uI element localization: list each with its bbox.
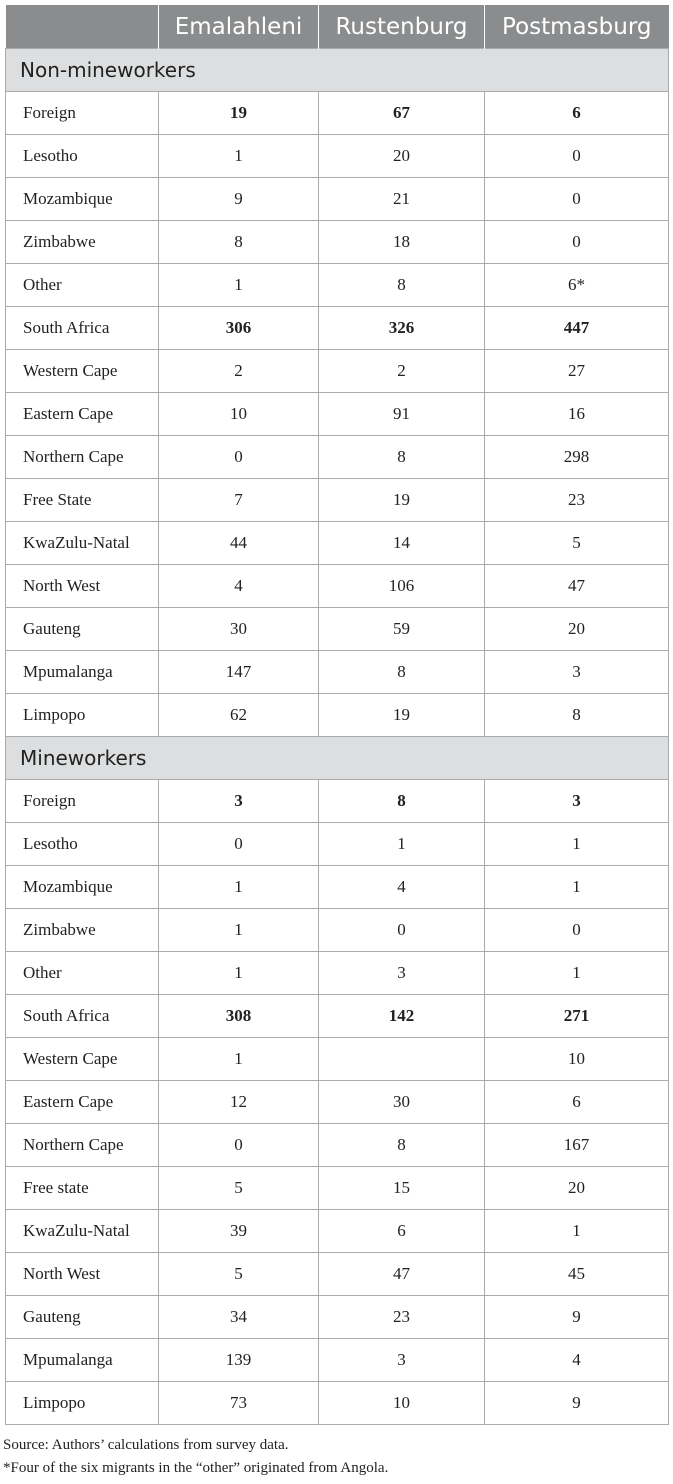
header-emalahleni: Emalahleni bbox=[159, 5, 319, 49]
row-label: KwaZulu-Natal bbox=[6, 1210, 159, 1253]
table-row bbox=[6, 866, 669, 909]
table-cell: 3 bbox=[159, 780, 319, 823]
table-cell: 45 bbox=[485, 1253, 669, 1296]
row-label: Foreign bbox=[6, 780, 159, 823]
table-cell: 139 bbox=[159, 1339, 319, 1382]
table-cell: 142 bbox=[319, 995, 485, 1038]
row-label: Other bbox=[6, 952, 159, 995]
table-cell: 8 bbox=[159, 221, 319, 264]
row-label: Eastern Cape bbox=[6, 393, 159, 436]
row-label: Limpopo bbox=[6, 1382, 159, 1425]
table-cell: 4 bbox=[485, 1339, 669, 1382]
table-row bbox=[6, 608, 669, 651]
table-cell: 6 bbox=[485, 92, 669, 135]
row-label: Western Cape bbox=[6, 350, 159, 393]
table-row bbox=[6, 522, 669, 565]
table-cell: 20 bbox=[485, 1167, 669, 1210]
row-label: Zimbabwe bbox=[6, 221, 159, 264]
table-cell: 91 bbox=[319, 393, 485, 436]
source-note: Source: Authors’ calculations from survey data. bbox=[3, 1437, 289, 1453]
table-cell: 6 bbox=[485, 1081, 669, 1124]
table-cell: 9 bbox=[485, 1382, 669, 1425]
section-title: Non-mineworkers bbox=[6, 49, 669, 92]
table-cell: 18 bbox=[319, 221, 485, 264]
table-cell: 326 bbox=[319, 307, 485, 350]
table-cell: 6 bbox=[319, 1210, 485, 1253]
table-cell: 447 bbox=[485, 307, 669, 350]
table-cell: 19 bbox=[319, 694, 485, 737]
table-cell: 23 bbox=[485, 479, 669, 522]
table-cell: 0 bbox=[159, 436, 319, 479]
row-label: Western Cape bbox=[6, 1038, 159, 1081]
table-cell: 73 bbox=[159, 1382, 319, 1425]
table-row bbox=[6, 909, 669, 952]
table-cell: 10 bbox=[485, 1038, 669, 1081]
table-row bbox=[6, 221, 669, 264]
row-label: Free State bbox=[6, 479, 159, 522]
table-cell: 34 bbox=[159, 1296, 319, 1339]
table-cell: 308 bbox=[159, 995, 319, 1038]
table-cell: 1 bbox=[159, 264, 319, 307]
row-label: Limpopo bbox=[6, 694, 159, 737]
table-cell: 1 bbox=[159, 909, 319, 952]
table-cell: 8 bbox=[319, 436, 485, 479]
table-row bbox=[6, 823, 669, 866]
migration-table bbox=[5, 5, 669, 1425]
table-cell: 47 bbox=[319, 1253, 485, 1296]
table-cell: 1 bbox=[159, 866, 319, 909]
table-cell: 59 bbox=[319, 608, 485, 651]
header-postmasburg: Postmasburg bbox=[485, 5, 669, 49]
table-cell: 306 bbox=[159, 307, 319, 350]
row-label: North West bbox=[6, 565, 159, 608]
table-cell: 19 bbox=[159, 92, 319, 135]
header-corner bbox=[6, 5, 159, 49]
table-cell: 1 bbox=[485, 952, 669, 995]
table-cell: 9 bbox=[485, 1296, 669, 1339]
table-cell: 7 bbox=[159, 479, 319, 522]
row-label: Mpumalanga bbox=[6, 1339, 159, 1382]
table-cell: 0 bbox=[485, 178, 669, 221]
row-label: Foreign bbox=[6, 92, 159, 135]
table-cell: 2 bbox=[159, 350, 319, 393]
table-body bbox=[6, 49, 669, 1425]
table-cell: 15 bbox=[319, 1167, 485, 1210]
table-cell: 4 bbox=[319, 866, 485, 909]
row-label: Gauteng bbox=[6, 608, 159, 651]
table-cell: 167 bbox=[485, 1124, 669, 1167]
table-row bbox=[6, 479, 669, 522]
table-row bbox=[6, 1339, 669, 1382]
table-cell: 20 bbox=[319, 135, 485, 178]
table-cell: 20 bbox=[485, 608, 669, 651]
table-cell: 3 bbox=[319, 952, 485, 995]
table-row bbox=[6, 1296, 669, 1339]
table-row bbox=[6, 178, 669, 221]
table-cell: 1 bbox=[159, 135, 319, 178]
row-label: Northern Cape bbox=[6, 1124, 159, 1167]
table-cell: 3 bbox=[485, 651, 669, 694]
header-row bbox=[6, 5, 669, 49]
table-cell: 0 bbox=[159, 1124, 319, 1167]
row-label: Mpumalanga bbox=[6, 651, 159, 694]
table-cell: 62 bbox=[159, 694, 319, 737]
table-cell: 23 bbox=[319, 1296, 485, 1339]
table-cell: 19 bbox=[319, 479, 485, 522]
table-cell: 0 bbox=[319, 909, 485, 952]
row-label: Eastern Cape bbox=[6, 1081, 159, 1124]
table-cell: 5 bbox=[159, 1253, 319, 1296]
table-cell: 0 bbox=[485, 135, 669, 178]
table-row bbox=[6, 780, 669, 823]
table-cell: 5 bbox=[485, 522, 669, 565]
table-row bbox=[6, 92, 669, 135]
table-cell: 8 bbox=[319, 651, 485, 694]
table-cell: 10 bbox=[159, 393, 319, 436]
row-label: Mozambique bbox=[6, 178, 159, 221]
section-row bbox=[6, 737, 669, 780]
table-row bbox=[6, 995, 669, 1038]
table-cell: 8 bbox=[319, 264, 485, 307]
table-cell bbox=[319, 1038, 485, 1081]
table-cell: 271 bbox=[485, 995, 669, 1038]
row-label: South Africa bbox=[6, 307, 159, 350]
table-row bbox=[6, 1210, 669, 1253]
footnote: *Four of the six migrants in the “other” originated from Angola. bbox=[3, 1460, 389, 1476]
table-cell: 5 bbox=[159, 1167, 319, 1210]
row-label: Other bbox=[6, 264, 159, 307]
row-label: Mozambique bbox=[6, 866, 159, 909]
row-label: Lesotho bbox=[6, 135, 159, 178]
row-label: North West bbox=[6, 1253, 159, 1296]
table-cell: 47 bbox=[485, 565, 669, 608]
table-cell: 67 bbox=[319, 92, 485, 135]
row-label: Free state bbox=[6, 1167, 159, 1210]
table-cell: 39 bbox=[159, 1210, 319, 1253]
table-cell: 298 bbox=[485, 436, 669, 479]
table-row bbox=[6, 1167, 669, 1210]
table-cell: 1 bbox=[485, 823, 669, 866]
table-row bbox=[6, 436, 669, 479]
table-row bbox=[6, 350, 669, 393]
table-cell: 3 bbox=[485, 780, 669, 823]
row-label: Northern Cape bbox=[6, 436, 159, 479]
table-cell: 30 bbox=[319, 1081, 485, 1124]
table-cell: 16 bbox=[485, 393, 669, 436]
table-row bbox=[6, 1253, 669, 1296]
table-cell: 44 bbox=[159, 522, 319, 565]
table-row bbox=[6, 135, 669, 178]
table-row bbox=[6, 651, 669, 694]
table-row bbox=[6, 393, 669, 436]
header-rustenburg: Rustenburg bbox=[319, 5, 485, 49]
table-row bbox=[6, 264, 669, 307]
row-label: Lesotho bbox=[6, 823, 159, 866]
table-cell: 4 bbox=[159, 565, 319, 608]
table-row bbox=[6, 565, 669, 608]
row-label: Zimbabwe bbox=[6, 909, 159, 952]
table-cell: 1 bbox=[159, 1038, 319, 1081]
table-row bbox=[6, 307, 669, 350]
section-title: Mineworkers bbox=[6, 737, 669, 780]
row-label: Gauteng bbox=[6, 1296, 159, 1339]
table-cell: 27 bbox=[485, 350, 669, 393]
row-label: KwaZulu-Natal bbox=[6, 522, 159, 565]
table-cell: 1 bbox=[485, 866, 669, 909]
table-cell: 106 bbox=[319, 565, 485, 608]
table-cell: 9 bbox=[159, 178, 319, 221]
table-cell: 1 bbox=[319, 823, 485, 866]
table-cell: 6* bbox=[485, 264, 669, 307]
table-cell: 1 bbox=[485, 1210, 669, 1253]
table-row bbox=[6, 1081, 669, 1124]
table-cell: 3 bbox=[319, 1339, 485, 1382]
table-row bbox=[6, 1038, 669, 1081]
table-cell: 0 bbox=[159, 823, 319, 866]
table-cell: 30 bbox=[159, 608, 319, 651]
table-cell: 2 bbox=[319, 350, 485, 393]
table-row bbox=[6, 952, 669, 995]
table-cell: 147 bbox=[159, 651, 319, 694]
table-cell: 1 bbox=[159, 952, 319, 995]
row-label: South Africa bbox=[6, 995, 159, 1038]
table-cell: 0 bbox=[485, 909, 669, 952]
table-cell: 0 bbox=[485, 221, 669, 264]
table-cell: 12 bbox=[159, 1081, 319, 1124]
table-cell: 8 bbox=[319, 780, 485, 823]
table-row bbox=[6, 1382, 669, 1425]
table-row bbox=[6, 1124, 669, 1167]
table-row bbox=[6, 694, 669, 737]
table-cell: 8 bbox=[485, 694, 669, 737]
table-cell: 14 bbox=[319, 522, 485, 565]
table-cell: 8 bbox=[319, 1124, 485, 1167]
section-row bbox=[6, 49, 669, 92]
table-cell: 10 bbox=[319, 1382, 485, 1425]
table-cell: 21 bbox=[319, 178, 485, 221]
